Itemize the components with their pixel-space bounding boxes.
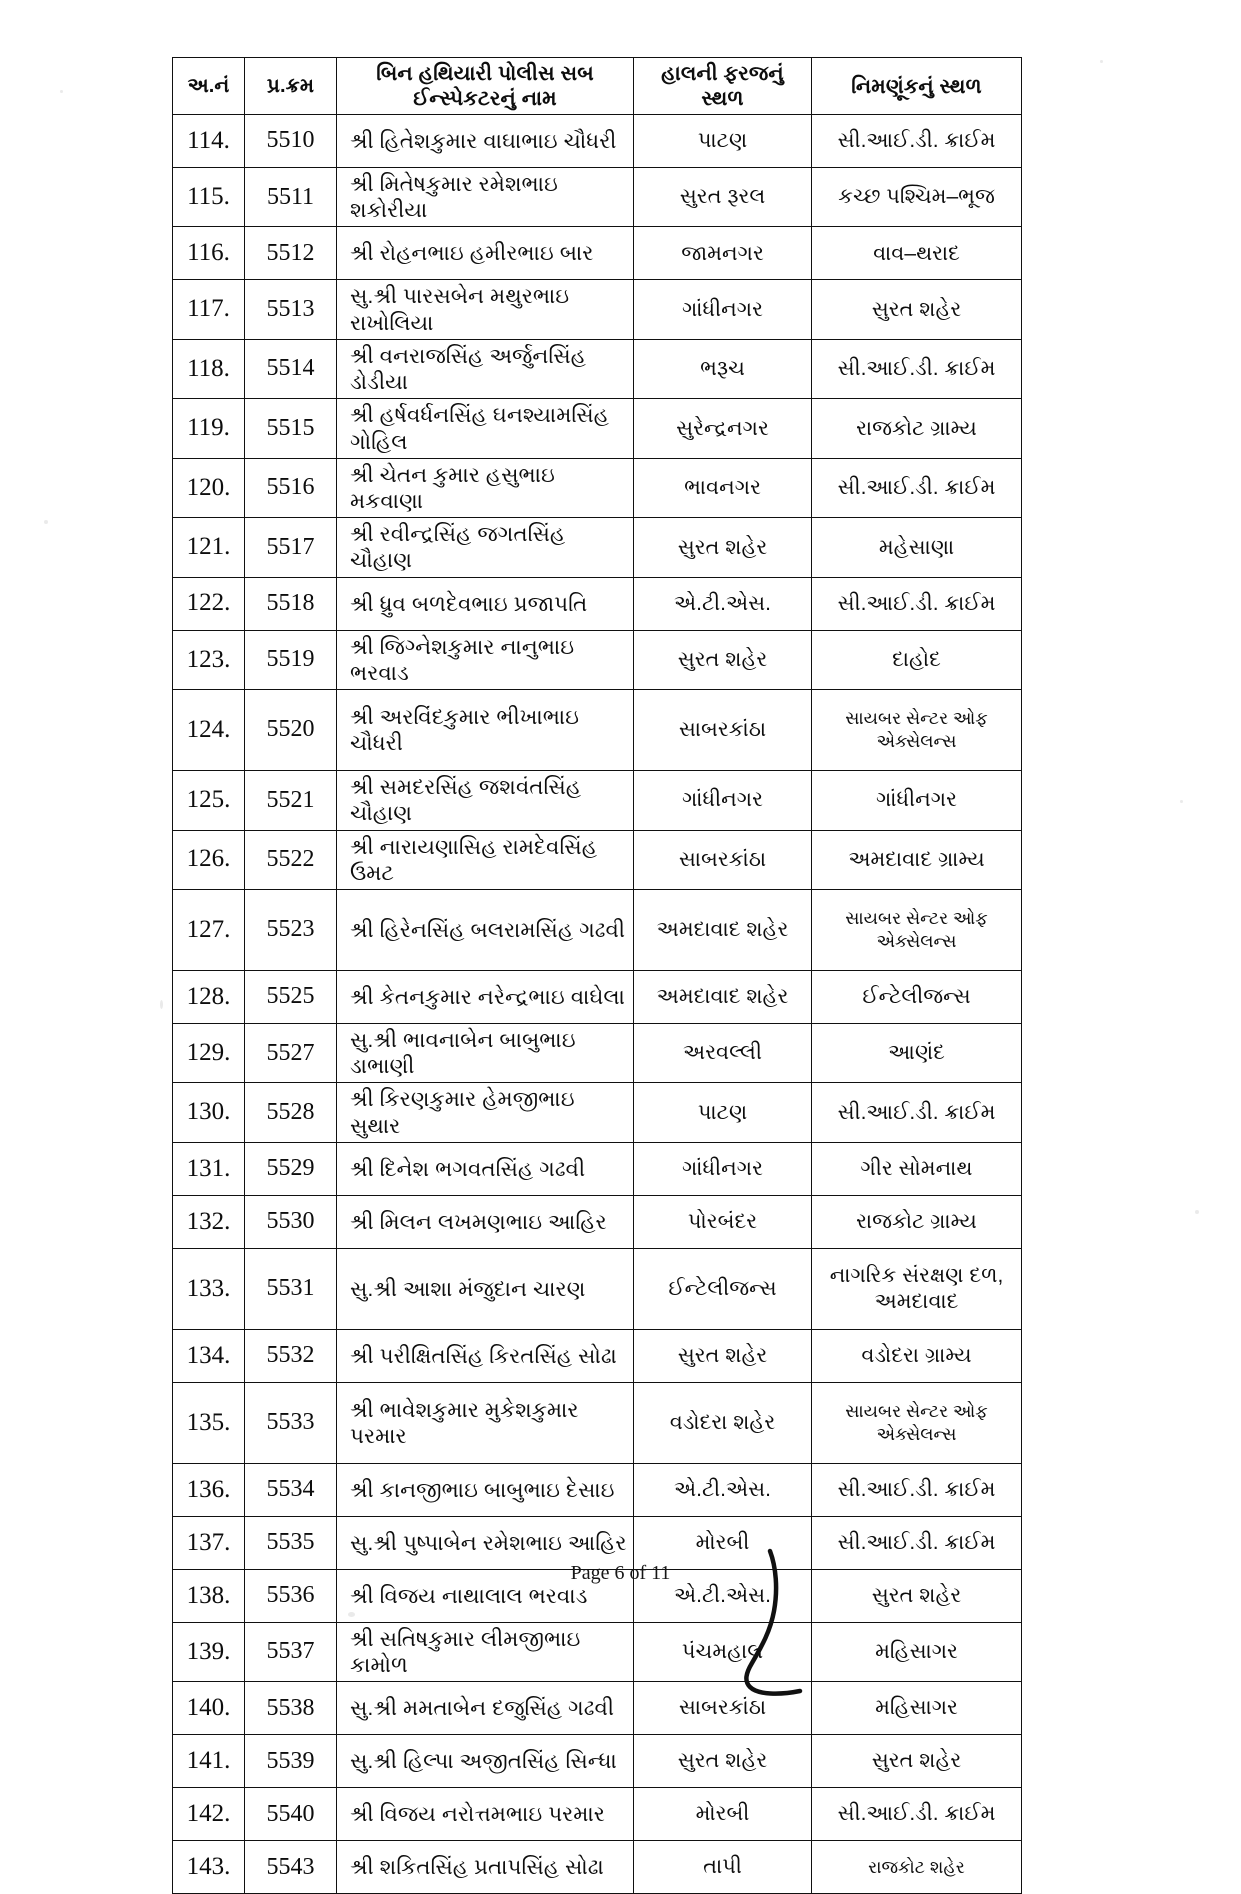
table-row	[173, 771, 1022, 830]
cell-current-place: એ.ટી.એસ.	[634, 577, 812, 630]
cell-current-place: ગાંધીનગર	[634, 280, 812, 339]
cell-sr-no: 129.	[173, 1023, 245, 1082]
cell-posting-place: આણંદ	[812, 1023, 1022, 1082]
table-row	[173, 339, 1022, 398]
cell-posting-place: સુરત શહેર	[812, 280, 1022, 339]
cell-posting-place: સાયબર સેન્ટર ઓફ એક્સેલન્સ	[812, 1382, 1022, 1463]
cell-current-place: અરવલ્લી	[634, 1023, 812, 1082]
cell-officer-name: સુ.શ્રી આશા મંજુદાન ચારણ	[337, 1248, 634, 1329]
cell-current-place: ગાંધીનગર	[634, 1142, 812, 1195]
cell-sr-no: 130.	[173, 1083, 245, 1142]
cell-order-no: 5532	[245, 1329, 337, 1382]
table-row	[173, 830, 1022, 889]
table-row	[173, 458, 1022, 517]
cell-order-no: 5519	[245, 630, 337, 689]
table-row	[173, 889, 1022, 970]
column-header-name	[337, 58, 634, 115]
cell-current-place: પાટણ	[634, 115, 812, 168]
cell-current-place: મોરબી	[634, 1516, 812, 1569]
cell-current-place: અમદાવાદ શહેર	[634, 970, 812, 1023]
cell-posting-place: મહેસાણા	[812, 518, 1022, 577]
cell-posting-place: રાજકોટ શહેર	[812, 1841, 1022, 1894]
cell-order-no: 5533	[245, 1382, 337, 1463]
cell-current-place: એ.ટી.એસ.	[634, 1569, 812, 1622]
cell-order-no: 5529	[245, 1142, 337, 1195]
cell-order-no: 5536	[245, 1569, 337, 1622]
cell-current-place: સાબરકાંઠા	[634, 830, 812, 889]
table-row	[173, 1735, 1022, 1788]
cell-officer-name: શ્રી દિનેશ ભગવતસિંહ ગઢવી	[337, 1142, 634, 1195]
column-header-current-place	[634, 58, 812, 115]
cell-order-no: 5518	[245, 577, 337, 630]
cell-officer-name: શ્રી નારાયણાસિહ રામદેવસિંહ ઉમટ	[337, 830, 634, 889]
cell-current-place: ભાવનગર	[634, 458, 812, 517]
cell-officer-name: સુ.શ્રી પારસબેન મથુરભાઇ રાખોલિયા	[337, 280, 634, 339]
cell-posting-place: રાજકોટ ગ્રામ્ય	[812, 1195, 1022, 1248]
cell-officer-name: શ્રી હિરેનસિંહ બલરામસિંહ ગઢવી	[337, 889, 634, 970]
cell-sr-no: 136.	[173, 1463, 245, 1516]
cell-order-no: 5514	[245, 339, 337, 398]
cell-officer-name: સુ.શ્રી પુષ્પાબેન રમેશભાઇ આહિર	[337, 1516, 634, 1569]
cell-sr-no: 118.	[173, 339, 245, 398]
cell-officer-name: શ્રી સમદરસિંહ જશવંતસિંહ ચૌહાણ	[337, 771, 634, 830]
cell-officer-name: શ્રી મિલન લખમણભાઇ આહિર	[337, 1195, 634, 1248]
cell-order-no: 5520	[245, 690, 337, 771]
cell-order-no: 5512	[245, 227, 337, 280]
cell-sr-no: 116.	[173, 227, 245, 280]
cell-officer-name: શ્રી ભાવેશકુમાર મુકેશકુમાર પરમાર	[337, 1382, 634, 1463]
cell-sr-no: 124.	[173, 690, 245, 771]
column-header-sr-no: અ.નં	[173, 58, 245, 115]
cell-order-no: 5517	[245, 518, 337, 577]
cell-current-place: ભરૂચ	[634, 339, 812, 398]
handwritten-signature	[718, 1545, 838, 1705]
cell-sr-no: 143.	[173, 1841, 245, 1894]
cell-posting-place: ગીર સોમનાથ	[812, 1142, 1022, 1195]
cell-posting-place: ઈન્ટેલીજન્સ	[812, 970, 1022, 1023]
cell-sr-no: 139.	[173, 1622, 245, 1681]
cell-officer-name: શ્રી શકિતસિંહ પ્રતાપસિંહ સોઢા	[337, 1841, 634, 1894]
table-header	[173, 58, 1022, 115]
cell-posting-place: અમદાવાદ ગ્રામ્ય	[812, 830, 1022, 889]
cell-posting-place: રાજકોટ ગ્રામ્ય	[812, 399, 1022, 458]
table-row	[173, 630, 1022, 689]
cell-current-place: સુરેન્દ્રનગર	[634, 399, 812, 458]
cell-current-place: પાટણ	[634, 1083, 812, 1142]
cell-sr-no: 121.	[173, 518, 245, 577]
cell-posting-place: સી.આઈ.ડી. ક્રાઈમ	[812, 1083, 1022, 1142]
cell-current-place: સુરત શહેર	[634, 518, 812, 577]
cell-order-no: 5531	[245, 1248, 337, 1329]
column-header-name-line2: ઈન્સ્પેકટરનું નામ	[413, 87, 557, 110]
cell-sr-no: 126.	[173, 830, 245, 889]
cell-current-place: સાબરકાંઠા	[634, 690, 812, 771]
cell-posting-place: સુરત શહેર	[812, 1569, 1022, 1622]
cell-officer-name: શ્રી હિતેશકુમાર વાઘાભાઇ ચૌધરી	[337, 115, 634, 168]
cell-officer-name: શ્રી કાનજીભાઇ બાબુભાઇ દેસાઇ	[337, 1463, 634, 1516]
table-row	[173, 1622, 1022, 1681]
table-row	[173, 1682, 1022, 1735]
cell-officer-name: શ્રી સતિષકુમાર લીમજીભાઇ કામોળ	[337, 1622, 634, 1681]
cell-officer-name: શ્રી કિરણકુમાર હેમજીભાઇ સુથાર	[337, 1083, 634, 1142]
cell-officer-name: શ્રી રોહનભાઇ હમીરભાઇ બાર	[337, 227, 634, 280]
table-row	[173, 115, 1022, 168]
cell-order-no: 5537	[245, 1622, 337, 1681]
table-row	[173, 1023, 1022, 1082]
cell-sr-no: 120.	[173, 458, 245, 517]
cell-sr-no: 142.	[173, 1788, 245, 1841]
cell-sr-no: 115.	[173, 168, 245, 227]
cell-order-no: 5530	[245, 1195, 337, 1248]
cell-officer-name: સુ.શ્રી ભાવનાબેન બાબુભાઇ ડાભાણી	[337, 1023, 634, 1082]
column-header-current-place-line2: સ્થળ	[701, 87, 744, 110]
cell-order-no: 5513	[245, 280, 337, 339]
table-row	[173, 1788, 1022, 1841]
cell-order-no: 5523	[245, 889, 337, 970]
cell-sr-no: 123.	[173, 630, 245, 689]
cell-sr-no: 128.	[173, 970, 245, 1023]
cell-current-place: અમદાવાદ શહેર	[634, 889, 812, 970]
cell-current-place: સુરત શહેર	[634, 1735, 812, 1788]
cell-posting-place: નાગરિક સંરક્ષણ દળ, અમદાવાદ	[812, 1248, 1022, 1329]
cell-order-no: 5516	[245, 458, 337, 517]
cell-officer-name: શ્રી અરવિંદકુમાર ભીખાભાઇ ચૌધરી	[337, 690, 634, 771]
table-row	[173, 168, 1022, 227]
cell-posting-place: મહિસાગર	[812, 1622, 1022, 1681]
column-header-posting-place: નિમણૂંકનું સ્થળ	[812, 58, 1022, 115]
cell-posting-place: સી.આઈ.ડી. ક્રાઈમ	[812, 1516, 1022, 1569]
cell-officer-name: શ્રી કેતનકુમાર નરેન્દ્રભાઇ વાઘેલા	[337, 970, 634, 1023]
cell-order-no: 5543	[245, 1841, 337, 1894]
cell-current-place: સુરત શહેર	[634, 630, 812, 689]
column-header-order-no: પ્ર.ક્રમ	[245, 58, 337, 115]
cell-officer-name: શ્રી વિજય નરોત્તમભાઇ પરમાર	[337, 1788, 634, 1841]
cell-officer-name: શ્રી વનરાજસિંહ અર્જુનસિંહ ડોડીયા	[337, 339, 634, 398]
cell-officer-name: શ્રી ધ્રુવ બળદેવભાઇ પ્રજાપતિ	[337, 577, 634, 630]
cell-order-no: 5538	[245, 1682, 337, 1735]
table-row	[173, 1329, 1022, 1382]
cell-current-place: સુરત રૂરલ	[634, 168, 812, 227]
table-row	[173, 399, 1022, 458]
cell-officer-name: સુ.શ્રી મમતાબેન દજુસિંહ ગઢવી	[337, 1682, 634, 1735]
column-header-name-line1: બિન હથિયારી પોલીસ સબ	[376, 62, 594, 85]
cell-posting-place: મહિસાગર	[812, 1682, 1022, 1735]
cell-officer-name: શ્રી ચેતન કુમાર હસુભાઇ મકવાણા	[337, 458, 634, 517]
table-row	[173, 1841, 1022, 1894]
table-body	[173, 115, 1022, 1894]
cell-officer-name: શ્રી રવીન્દ્રસિંહ જગતસિંહ ચૌહાણ	[337, 518, 634, 577]
table-row	[173, 690, 1022, 771]
cell-current-place: પંચમહાલ	[634, 1622, 812, 1681]
cell-sr-no: 140.	[173, 1682, 245, 1735]
cell-posting-place: સાયબર સેન્ટર ઓફ એક્સેલન્સ	[812, 690, 1022, 771]
table-row	[173, 280, 1022, 339]
cell-officer-name: શ્રી પરીક્ષિતસિંહ કિરતસિંહ સોઢા	[337, 1329, 634, 1382]
cell-posting-place: સી.આઈ.ડી. ક્રાઈમ	[812, 1788, 1022, 1841]
cell-posting-place: સાયબર સેન્ટર ઓફ એક્સેલન્સ	[812, 889, 1022, 970]
table-row	[173, 518, 1022, 577]
table-row	[173, 1195, 1022, 1248]
police-posting-table	[172, 57, 1022, 1894]
cell-officer-name: સુ.શ્રી હિલ્પા અજીતસિંહ સિન્ધા	[337, 1735, 634, 1788]
table-row	[173, 1463, 1022, 1516]
cell-order-no: 5539	[245, 1735, 337, 1788]
cell-order-no: 5540	[245, 1788, 337, 1841]
cell-sr-no: 125.	[173, 771, 245, 830]
cell-officer-name: શ્રી હર્ષવર્ધનસિંહ ઘનશ્યામસિંહ ગોહિલ	[337, 399, 634, 458]
cell-order-no: 5515	[245, 399, 337, 458]
cell-order-no: 5534	[245, 1463, 337, 1516]
cell-sr-no: 131.	[173, 1142, 245, 1195]
cell-order-no: 5511	[245, 168, 337, 227]
cell-current-place: વડોદરા શહેર	[634, 1382, 812, 1463]
cell-current-place: ઈન્ટેલીજન્સ	[634, 1248, 812, 1329]
cell-sr-no: 127.	[173, 889, 245, 970]
table-row	[173, 227, 1022, 280]
cell-current-place: સુરત શહેર	[634, 1329, 812, 1382]
table-row	[173, 970, 1022, 1023]
column-header-current-place-line1: હાલની ફરજનું	[661, 62, 784, 85]
cell-posting-place: સી.આઈ.ડી. ક્રાઈમ	[812, 458, 1022, 517]
cell-current-place: ગાંધીનગર	[634, 771, 812, 830]
cell-posting-place: સી.આઈ.ડી. ક્રાઈમ	[812, 577, 1022, 630]
table-header-row	[173, 58, 1022, 115]
cell-officer-name: શ્રી વિજય નાથાલાલ ભરવાડ	[337, 1569, 634, 1622]
cell-sr-no: 132.	[173, 1195, 245, 1248]
cell-order-no: 5510	[245, 115, 337, 168]
cell-posting-place: સી.આઈ.ડી. ક્રાઈમ	[812, 339, 1022, 398]
cell-current-place: સાબરકાંઠા	[634, 1682, 812, 1735]
cell-posting-place: વાવ–થરાદ	[812, 227, 1022, 280]
cell-officer-name: શ્રી જિગ્નેશકુમાર નાનુભાઇ ભરવાડ	[337, 630, 634, 689]
cell-current-place: મોરબી	[634, 1788, 812, 1841]
page-footer: Page 6 of 11	[570, 1562, 671, 1584]
cell-posting-place: ગાંધીનગર	[812, 771, 1022, 830]
cell-order-no: 5528	[245, 1083, 337, 1142]
cell-sr-no: 137.	[173, 1516, 245, 1569]
cell-posting-place: સુરત શહેર	[812, 1735, 1022, 1788]
cell-current-place: પોરબંદર	[634, 1195, 812, 1248]
cell-order-no: 5521	[245, 771, 337, 830]
cell-order-no: 5535	[245, 1516, 337, 1569]
roster-table-container	[172, 57, 1021, 1894]
cell-order-no: 5527	[245, 1023, 337, 1082]
cell-sr-no: 138.	[173, 1569, 245, 1622]
cell-current-place: તાપી	[634, 1841, 812, 1894]
cell-sr-no: 135.	[173, 1382, 245, 1463]
cell-officer-name: શ્રી મિતેષકુમાર રમેશભાઇ શકોરીયા	[337, 168, 634, 227]
table-row	[173, 1248, 1022, 1329]
cell-order-no: 5522	[245, 830, 337, 889]
cell-posting-place: દાહોદ	[812, 630, 1022, 689]
cell-posting-place: કચ્છ પશ્ચિમ–ભૂજ	[812, 168, 1022, 227]
table-row	[173, 1142, 1022, 1195]
cell-sr-no: 141.	[173, 1735, 245, 1788]
table-row	[173, 1083, 1022, 1142]
cell-sr-no: 133.	[173, 1248, 245, 1329]
cell-posting-place: સી.આઈ.ડી. ક્રાઈમ	[812, 115, 1022, 168]
cell-order-no: 5525	[245, 970, 337, 1023]
cell-sr-no: 114.	[173, 115, 245, 168]
cell-posting-place: સી.આઈ.ડી. ક્રાઈમ	[812, 1463, 1022, 1516]
cell-sr-no: 117.	[173, 280, 245, 339]
table-row	[173, 577, 1022, 630]
cell-posting-place: વડોદરા ગ્રામ્ય	[812, 1329, 1022, 1382]
cell-sr-no: 119.	[173, 399, 245, 458]
table-row	[173, 1382, 1022, 1463]
cell-sr-no: 122.	[173, 577, 245, 630]
cell-current-place: એ.ટી.એસ.	[634, 1463, 812, 1516]
cell-current-place: જામનગર	[634, 227, 812, 280]
cell-sr-no: 134.	[173, 1329, 245, 1382]
